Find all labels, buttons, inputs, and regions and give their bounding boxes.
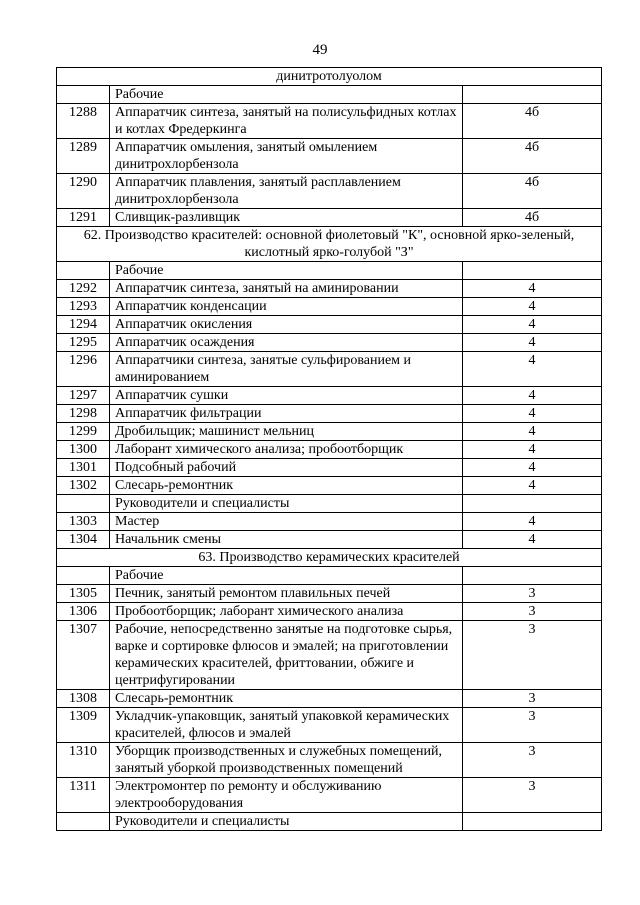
table-row — [57, 209, 602, 227]
row-number — [57, 86, 110, 104]
list-code: 4 — [463, 298, 602, 316]
occupation-name: Аппаратчик синтеза, занятый на аминировании — [110, 280, 463, 298]
category-row — [57, 86, 602, 104]
list-code: 4 — [463, 316, 602, 334]
row-number: 1290 — [57, 174, 110, 209]
table-row — [57, 603, 602, 621]
list-code: 4 — [463, 352, 602, 387]
occupation-name: Аппаратчики синтеза, занятые сульфированием и аминированием — [110, 352, 463, 387]
occupation-name: Подсобный рабочий — [110, 459, 463, 477]
row-number — [57, 262, 110, 280]
list-code: 4 — [463, 477, 602, 495]
occupation-name: Слесарь-ремонтник — [110, 477, 463, 495]
occupation-name: Руководители и специалисты — [110, 813, 463, 831]
row-number: 1297 — [57, 387, 110, 405]
table-row — [57, 459, 602, 477]
row-number: 1295 — [57, 334, 110, 352]
occupation-name: Электромонтер по ремонту и обслуживанию электрооборудования — [110, 778, 463, 813]
occupation-name: Рабочие — [110, 86, 463, 104]
table-row — [57, 334, 602, 352]
row-number: 1299 — [57, 423, 110, 441]
list-code: 4б — [463, 139, 602, 174]
row-number: 1309 — [57, 708, 110, 743]
table-row — [57, 690, 602, 708]
row-number: 1305 — [57, 585, 110, 603]
page-number: 49 — [312, 42, 328, 58]
occupation-name: Аппаратчик конденсации — [110, 298, 463, 316]
list-code: 3 — [463, 743, 602, 778]
row-number: 1292 — [57, 280, 110, 298]
list-code: 4 — [463, 387, 602, 405]
row-number: 1288 — [57, 104, 110, 139]
table-row — [57, 621, 602, 690]
list-code: 4 — [463, 280, 602, 298]
occupation-name: Укладчик-упаковщик, занятый упаковкой керамических красителей, флюсов и эмалей — [110, 708, 463, 743]
list-code: 3 — [463, 603, 602, 621]
table-row — [57, 280, 602, 298]
list-code: 4б — [463, 209, 602, 227]
list-code: 3 — [463, 585, 602, 603]
occupation-name: Аппаратчик фильтрации — [110, 405, 463, 423]
occupation-name: Печник, занятый ремонтом плавильных печей — [110, 585, 463, 603]
row-number: 1303 — [57, 513, 110, 531]
table-row — [57, 743, 602, 778]
row-number: 1291 — [57, 209, 110, 227]
row-number: 1307 — [57, 621, 110, 690]
category-row — [57, 495, 602, 513]
section-header-row — [57, 227, 602, 262]
list-code: 3 — [463, 621, 602, 690]
row-number: 1304 — [57, 531, 110, 549]
occupation-name: Дробильщик; машинист мельниц — [110, 423, 463, 441]
section-title: 63. Производство керамических красителей — [57, 549, 602, 567]
category-row — [57, 262, 602, 280]
table-row — [57, 387, 602, 405]
occupation-name: Рабочие — [110, 567, 463, 585]
row-number: 1300 — [57, 441, 110, 459]
table-row — [57, 441, 602, 459]
category-row — [57, 567, 602, 585]
occupation-name: Аппаратчик синтеза, занятый на полисульфидных котлах и котлах Фредеркинга — [110, 104, 463, 139]
row-number — [57, 813, 110, 831]
occupation-name: Пробоотборщик; лаборант химического анализа — [110, 603, 463, 621]
section-header-row — [57, 549, 602, 567]
list-code: 4 — [463, 334, 602, 352]
table-row — [57, 778, 602, 813]
occupation-name: Уборщик производственных и служебных помещений, занятый уборкой производственных помещений — [110, 743, 463, 778]
table-row — [57, 405, 602, 423]
table-row — [57, 104, 602, 139]
row-number: 1311 — [57, 778, 110, 813]
row-number — [57, 495, 110, 513]
occupation-name: Сливщик-разливщик — [110, 209, 463, 227]
occupation-name: Слесарь-ремонтник — [110, 690, 463, 708]
list-code: 3 — [463, 708, 602, 743]
table-row — [57, 477, 602, 495]
occupation-name: Мастер — [110, 513, 463, 531]
document-table — [56, 67, 602, 831]
row-number: 1302 — [57, 477, 110, 495]
table-row — [57, 139, 602, 174]
list-code — [463, 813, 602, 831]
section-title: динитротолуолом — [57, 68, 602, 86]
row-number: 1289 — [57, 139, 110, 174]
category-row — [57, 813, 602, 831]
occupation-name: Аппаратчик окисления — [110, 316, 463, 334]
list-code — [463, 567, 602, 585]
row-number: 1298 — [57, 405, 110, 423]
list-code: 3 — [463, 690, 602, 708]
table-row — [57, 531, 602, 549]
row-number: 1294 — [57, 316, 110, 334]
list-code: 3 — [463, 778, 602, 813]
table-row — [57, 174, 602, 209]
row-number — [57, 567, 110, 585]
table-row — [57, 513, 602, 531]
occupation-name: Рабочие — [110, 262, 463, 280]
list-code: 4 — [463, 441, 602, 459]
occupation-name: Аппаратчик сушки — [110, 387, 463, 405]
section-title: 62. Производство красителей: основной фиолетовый "К", основной ярко-зеленый, кислотный ярко-голубой "З" — [57, 227, 602, 262]
row-number: 1296 — [57, 352, 110, 387]
table-row — [57, 708, 602, 743]
table-row — [57, 423, 602, 441]
list-code — [463, 86, 602, 104]
row-number: 1310 — [57, 743, 110, 778]
list-code: 4 — [463, 459, 602, 477]
occupation-name: Руководители и специалисты — [110, 495, 463, 513]
table-row — [57, 585, 602, 603]
row-number: 1308 — [57, 690, 110, 708]
list-code: 4 — [463, 423, 602, 441]
occupation-name: Рабочие, непосредственно занятые на подготовке сырья, варке и сортировке флюсов и эмалей; на приготовлении керамических красителей, фриттовании, обжиге и центрифугировании — [110, 621, 463, 690]
occupation-name: Аппаратчик осаждения — [110, 334, 463, 352]
document-table-body — [57, 68, 602, 831]
row-number: 1293 — [57, 298, 110, 316]
list-code: 4 — [463, 531, 602, 549]
occupation-name: Аппаратчик омыления, занятый омылением динитрохлорбензола — [110, 139, 463, 174]
occupation-name: Лаборант химического анализа; пробоотборщик — [110, 441, 463, 459]
section-header-row — [57, 68, 602, 86]
occupation-name: Аппаратчик плавления, занятый расплавлением динитрохлорбензола — [110, 174, 463, 209]
list-code: 4б — [463, 174, 602, 209]
list-code: 4 — [463, 513, 602, 531]
table-row — [57, 298, 602, 316]
table-row — [57, 316, 602, 334]
row-number: 1301 — [57, 459, 110, 477]
list-code: 4 — [463, 405, 602, 423]
row-number: 1306 — [57, 603, 110, 621]
occupation-name: Начальник смены — [110, 531, 463, 549]
list-code — [463, 495, 602, 513]
table-row — [57, 352, 602, 387]
list-code: 4б — [463, 104, 602, 139]
list-code — [463, 262, 602, 280]
